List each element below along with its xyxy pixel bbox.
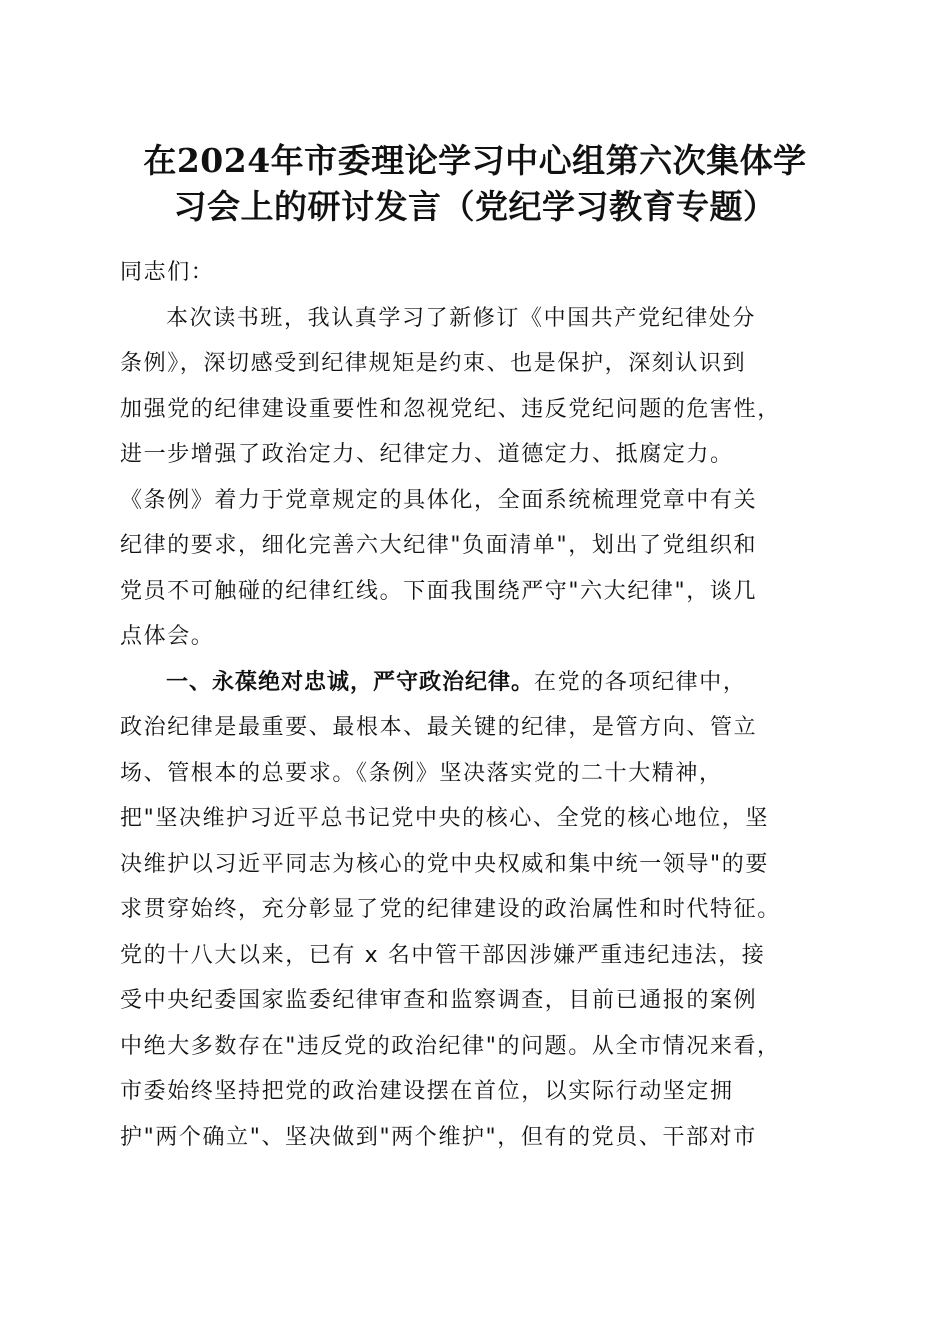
paragraph-line: 点体会。 [120,624,215,649]
paragraph-line: 市委始终坚持把党的政治建设摆在首位，以实际行动坚定拥 [120,1079,734,1104]
paragraph-line: 党员不可触碰的纪律红线。下面我围绕严守"六大纪律"，谈几 [120,578,758,604]
section-political-discipline [120,660,840,1161]
section-first-line [120,660,840,706]
paragraph-line: 求贯穿始终，充分彰显了党的纪律建设的政治属性和时代特征。 [120,897,781,922]
paragraph-line: 《条例》着力于党章规定的具体化，全面系统梳理党章中有关 [120,487,758,513]
paragraph-line: 条例》，深切感受到纪律规矩是约束、也是保护，深刻认识到 [120,351,747,376]
section-first-line-text: 在党的各项纪律中， [534,669,747,695]
paragraph-line: 受中央纪委国家监委纪律审查和监察调查，目前已通报的案例 [120,988,758,1013]
title-line-1: 在2024年市委理论学习中心组第六次集体学 [143,141,807,180]
salutation: 同志们： [120,260,215,285]
paragraph-line: 政治纪律是最重要、最根本、最关键的纪律，是管方向、管立 [120,715,758,740]
paragraph-line: 决维护以习近平同志为核心的党中央权威和集中统一领导"的要 [120,851,769,877]
document-body [120,250,840,1160]
paragraph-line: 党的十八大以来，已有 x 名中管干部因涉嫌严重违纪违法，接 [120,942,766,968]
paragraph-line: 护"两个确立"、坚决做到"两个维护"，但有的党员、干部对市 [120,1124,757,1150]
title-line-2: 习会上的研讨发言（党纪学习教育专题） [173,187,777,226]
paragraph-intro [120,296,840,660]
paragraph-line: 纪律的要求，细化完善六大纪律"负面清单"，划出了党组织和 [120,533,758,558]
document-title [100,138,850,230]
paragraph-line: 加强党的纪律建设重要性和忽视党纪、违反党纪问题的危害性， [120,396,781,422]
paragraph-line: 把"坚决维护习近平总书记党中央的核心、全党的核心地位，坚 [120,806,769,831]
paragraph-line: 中绝大多数存在"违反党的政治纪律"的问题。从全市情况来看， [120,1033,781,1059]
paragraph-line: 进一步增强了政治定力、纪律定力、道德定力、抵腐定力。 [120,442,734,467]
paragraph-line: 场、管根本的总要求。《条例》坚决落实党的二十大精神， [120,760,723,786]
section-heading: 一、永葆绝对忠诚，严守政治纪律。 [166,669,535,695]
paragraph-line: 本次读书班，我认真学习了新修订《中国共产党纪律处分 [166,305,757,331]
